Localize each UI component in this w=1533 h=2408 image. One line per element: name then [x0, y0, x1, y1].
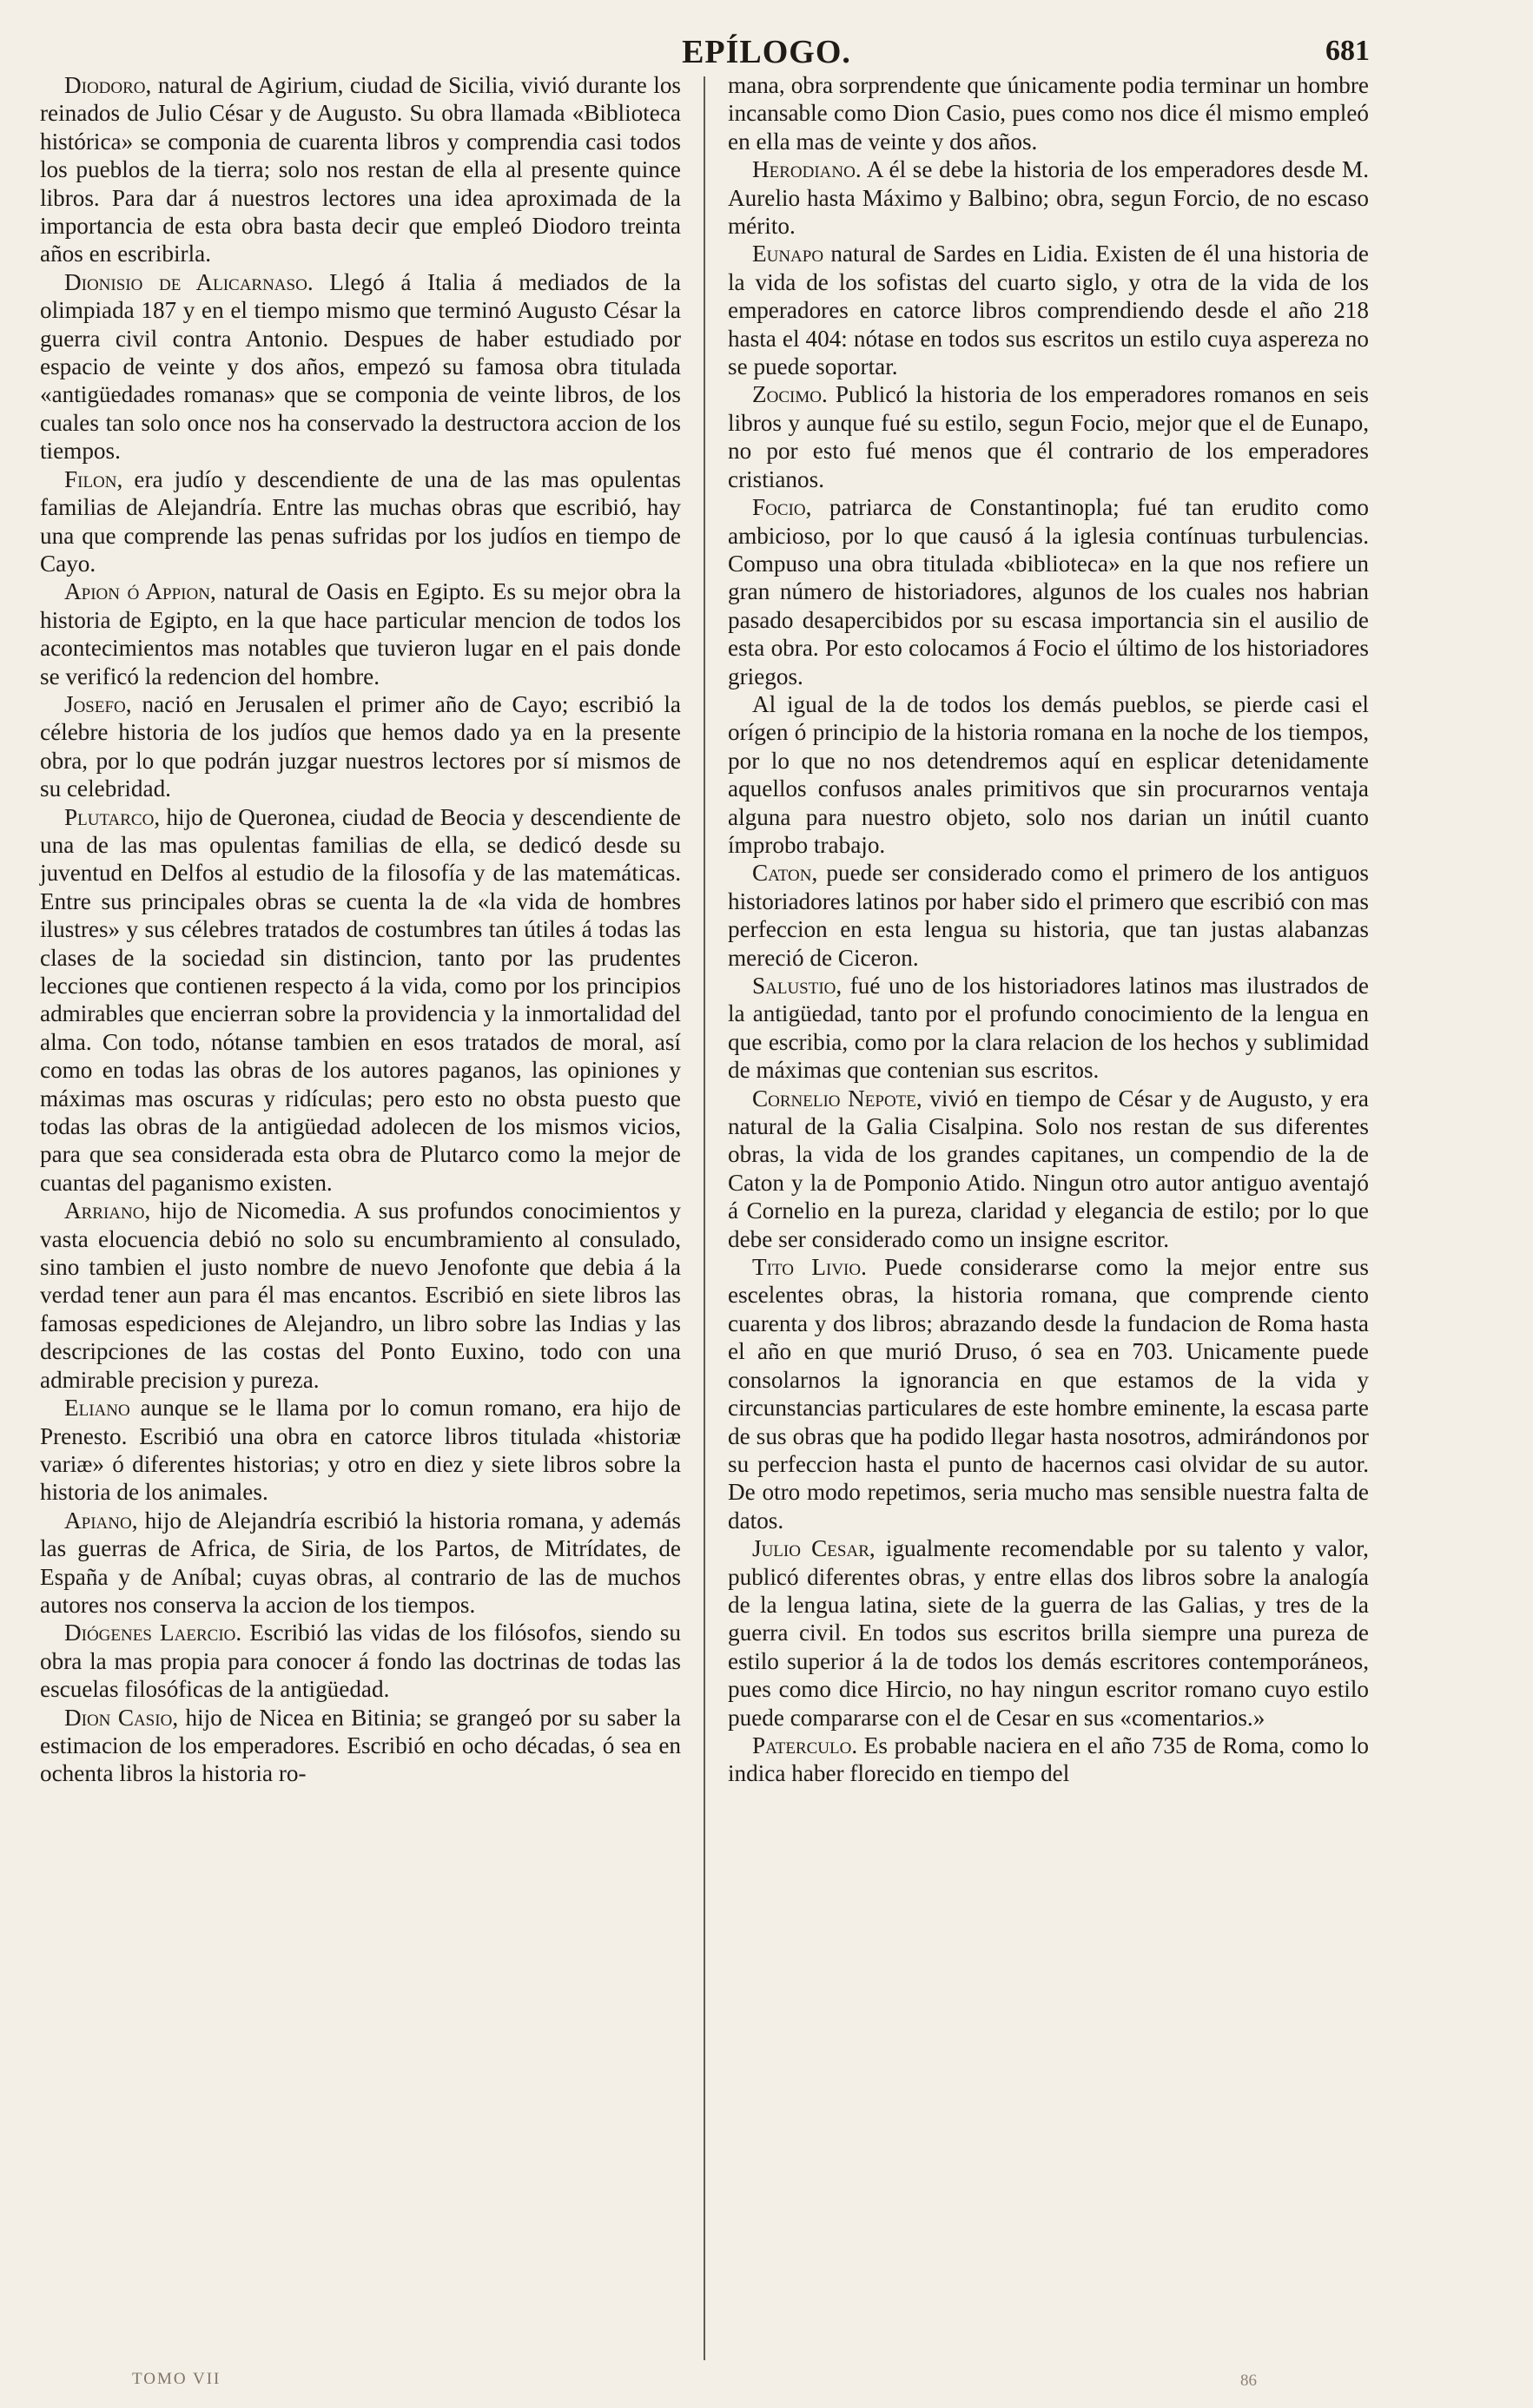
paragraph-text: , natural de Agirium, ciudad de Sicilia, vivió durante los reinados de Julio César y de Augusto. Su obra llamada «Biblioteca histórica» se componia de cuarenta libros y comprendia casi todos los pueblos de la tierra; solo nos restan de ella al presente quince libros. Para dar á nuestros lectores una idea aproximada de la importancia de esta obra basta decir que empleó Diodoro treinta años en escribirla.: [40, 72, 681, 267]
paragraph-dion-casio-continued: [728, 71, 1369, 155]
signature-mark: 86: [1240, 2372, 1257, 2390]
paragraph-caton: [728, 859, 1369, 972]
paragraph-text: , hijo de Queronea, ciudad de Beocia y descendiente de una de las mas opulentas familias de ella, se dedicó desde su juventud en Delfos al estudio de la filosofía y de las matemáticas. Entre sus principales obras se cuenta la de «la vida de hombres ilustres» y sus célebres tratados de costumbres tan útiles á todas las clases de la sociedad sin distincion, tanto por las prudentes lecciones que contienen respecto á la vida, como por los principios admirables que encierran sobre la providencia y la inmortalidad del alma. Con todo, nótanse tambien en esos tratados de moral, así como en todas las obras de los autores paganos, las opiniones y máximas mas oscuras y ridículas; pero esto no obsta puesto que todas las obras de la antigüedad adolecen de los mismos vicios, para que sea considerada esta obra de Plutarco como la mejor de cuantas del paganismo existen.: [40, 803, 681, 1196]
author-name: Tito Livio: [752, 1254, 862, 1281]
paragraph-arriano: [40, 1197, 681, 1394]
paragraph-plutarco: [40, 803, 681, 1197]
paragraph-text: . A él se debe la historia de los emperadores desde M. Aurelio hasta Máximo y Balbino; obra, segun Forcio, de no escaso mérito.: [728, 156, 1369, 240]
author-name: Apiano: [64, 1507, 132, 1534]
author-name: Filon: [64, 465, 117, 492]
paragraph-zocimo: [728, 380, 1369, 493]
author-name: Focio: [752, 494, 806, 521]
paragraph-text: . Llegó á Italia á mediados de la olimpiada 187 y en el tiempo mismo que terminó Augusto César la guerra civil contra Antonio. Despues de haber estudiado por espacio de veinte y dos años, empezó su famosa obra titulada «antigüedades romanas» que se componia de veinte libros, de los cuales tan solo once nos ha conservado la destructora accion de los tiempos.: [40, 268, 681, 465]
author-name: Dionisio de Alicarnaso: [64, 268, 307, 295]
paragraph-apiano: [40, 1507, 681, 1620]
author-name: Diodoro: [64, 72, 146, 98]
paragraph-julio-cesar: [728, 1534, 1369, 1732]
paragraph-text: , hijo de Nicea en Bitinia; se grangeó por su saber la estimacion de los emperadores. Escribió en ocho décadas, ó sea en ochenta libros la historia ro-: [40, 1704, 681, 1787]
author-name: Eunapo: [752, 241, 824, 267]
paragraph-text: natural de Sardes en Lidia. Existen de él una historia de la vida de los sofistas del cuarto siglo, y otra de la vida de los emperadores en catorce libros comprendiendo desde el año 218 hasta el 404: nótase en todos sus escritos un estilo cuya aspereza no se puede soportar.: [728, 241, 1369, 380]
paragraph-diodoro: [40, 71, 681, 268]
author-name: Dion Casio: [64, 1704, 173, 1731]
paragraph-text: Al igual de la de todos los demás pueblos, se pierde casi el orígen ó principio de la historia romana en la noche de los tiempos, por lo que no nos detendremos aquí en esplicar detenidamente aquellos confusos anales primitivos que sin procurarnos ventaja alguna para nuestro objeto, solo nos darian un inútil cuanto ímprobo trabajo.: [728, 690, 1369, 858]
volume-footer: TOMO VII: [132, 2370, 221, 2388]
author-name: Diógenes Laercio: [64, 1620, 236, 1646]
page-title: EPÍLOGO.: [682, 34, 851, 70]
paragraph-text: . Puede considerarse como la mejor entre sus escelentes obras, la historia romana, que comprende ciento cuarenta y dos libros; abrazando desde la fundacion de Roma hasta el año en que murió Druso, ó sea en 703. Unicamente puede consolarnos la ignorancia en que estamos de la vida y circunstancias particulares de este hombre eminente, la escasa parte de sus obras que ha podido llegar hasta nosotros, admirándonos por su perfeccion hasta el punto de hacernos casi olvidar de su autor. De otro modo repetimos, seria mucho mas sensible nuestra falta de datos.: [728, 1254, 1369, 1534]
author-name: Caton: [752, 860, 812, 887]
author-name: Salustio: [752, 973, 836, 999]
paragraph-cornelio-nepote: [728, 1085, 1369, 1253]
paragraph-text: , natural de Oasis en Egipto. Es su mejor obra la historia de Egipto, en la que hace particular mencion de todos los acontecimientos mas notables que tuvieron lugar en el pais donde se verificó la redencion del hombre.: [40, 578, 681, 689]
paragraph-apion: [40, 577, 681, 690]
right-column: [728, 71, 1369, 1788]
paragraph-text: , era judío y descendiente de una de las mas opulentas familias de Alejandría. Entre las muchas obras que escribió, hay una que comprende las penas sufridas por los judíos en tiempo de Cayo.: [40, 465, 681, 577]
author-name: Zocimo: [752, 381, 822, 408]
column-divider: [704, 76, 705, 2360]
paragraph-text: , nació en Jerusalen el primer año de Cayo; escribió la célebre historia de los judíos que hemos dado ya en la presente obra, por lo que podrán juzgar nuestros lectores por sí mismos de su celebridad.: [40, 690, 681, 802]
paragraph-paterculo: [728, 1732, 1369, 1788]
paragraph-text: , hijo de Alejandría escribió la historia romana, y además las guerras de Africa, de Siria, de los Partos, de Mitrídates, de España y de Aníbal; cuyas obras, al contrario de las de muchos autores nos conserva la accion de los tiempos.: [40, 1507, 681, 1618]
author-name: Arriano: [64, 1197, 145, 1224]
paragraph-text: , igualmente recomendable por su talento y valor, publicó diferentes obras, y entre ellas dos libros sobre la analogía de la lengua latina, siete de la guerra de las Galias, y tres de la guerra civil. En todos sus escritos brilla siempre una pureza de estilo superior á la de todos los demás escritores contemporáneos, pues como dice Hircio, no hay ningun escritor romano cuyo estilo puede compararse con el de Cesar en sus «comentarios.»: [728, 1535, 1369, 1731]
paragraph-filon: [40, 465, 681, 578]
paragraph-dion-casio: [40, 1704, 681, 1788]
left-column: [40, 71, 681, 1788]
page-number: 681: [1325, 35, 1370, 67]
author-name: Julio Cesar: [752, 1535, 869, 1562]
paragraph-roman-history: [728, 690, 1369, 859]
paragraph-salustio: [728, 972, 1369, 1085]
paragraph-josefo: [40, 690, 681, 803]
paragraph-dionisio: [40, 268, 681, 465]
paragraph-text: , fué uno de los historiadores latinos mas ilustrados de la antigüedad, tanto por el profundo conocimiento de la lengua en que escribia, como por la clara relacion de los hechos y sublimidad de máximas que contenian sus escritos.: [728, 973, 1369, 1084]
paragraph-focio: [728, 493, 1369, 690]
paragraph-eunapo: [728, 240, 1369, 380]
author-name: Paterculo: [752, 1732, 852, 1758]
paragraph-text: . Es probable naciera en el año 735 de Roma, como lo indica haber florecido en tiempo del: [728, 1732, 1369, 1787]
author-name: Eliano: [64, 1395, 130, 1422]
paragraph-text: , hijo de Nicomedia. A sus profundos conocimientos y vasta elocuencia debió no solo su encumbramiento al consulado, sino tambien el justo nombre de nuevo Jenofonte que debia á la verdad tener aun para él mas encantos. Escribió en siete libros las famosas espediciones de Alejandro, un libro sobre las Indias y las descripciones de las costas del Ponto Euxino, todo con una admirable precision y pureza.: [40, 1197, 681, 1393]
paragraph-herodiano: [728, 155, 1369, 240]
paragraph-diogenes: [40, 1619, 681, 1703]
author-name: Cornelio Nepote: [752, 1085, 916, 1112]
author-name: Josefo: [64, 690, 126, 717]
paragraph-text: . Escribió las vidas de los filósofos, siendo su obra la mas propia para conocer á fondo las doctrinas de todas las escuelas filosóficas de la antigüedad.: [40, 1620, 681, 1703]
author-name: Apion ó Appion: [64, 578, 210, 605]
paragraph-text: , vivió en tiempo de César y de Augusto, y era natural de la Galia Cisalpina. Solo nos restan de sus diferentes obras, la vida de los grandes capitanes, un compendio de la de Caton y la de Pomponio Atido. Ningun otro autor antiguo aventajó á Cornelio en la pureza, claridad y elegancia de estilo; por lo que debe ser considerado como un insigne escritor.: [728, 1085, 1369, 1252]
author-name: Herodiano: [752, 156, 856, 183]
paragraph-text: mana, obra sorprendente que únicamente podia terminar un hombre incansable como Dion Casio, pues como nos dice él mismo empleó en ella mas de veinte y dos años.: [728, 72, 1369, 155]
author-name: Plutarco: [64, 803, 155, 830]
paragraph-text: . Publicó la historia de los emperadores romanos en seis libros y aunque fué su estilo, segun Focio, mejor que el de Eunapo, no por esto fué menos que él contrario de los emperadores cristianos.: [728, 381, 1369, 492]
paragraph-eliano: [40, 1394, 681, 1507]
paragraph-text: , puede ser considerado como el primero de los antiguos historiadores latinos por haber sido el primero que escribió con mas perfeccion en esta lengua su historia, que tan justas alabanzas mereció de Ciceron.: [728, 860, 1369, 971]
paragraph-tito-livio: [728, 1253, 1369, 1534]
paragraph-text: , patriarca de Constantinopla; fué tan erudito como ambicioso, por lo que causó á la iglesia contínuas turbulencias. Compuso una obra titulada «biblioteca» en la que nos refiere un gran número de historiadores, algunos de los cuales nos habrian pasado desapercibidos por su escasa importancia sin el ausilio de esta obra. Por esto colocamos á Focio el último de los historiadores griegos.: [728, 494, 1369, 689]
paragraph-text: aunque se le llama por lo comun romano, era hijo de Prenesto. Escribió una obra en catorce libros titulada «historiæ variæ» ó diferentes historias; y otro en diez y siete libros sobre la historia de los animales.: [40, 1395, 681, 1506]
